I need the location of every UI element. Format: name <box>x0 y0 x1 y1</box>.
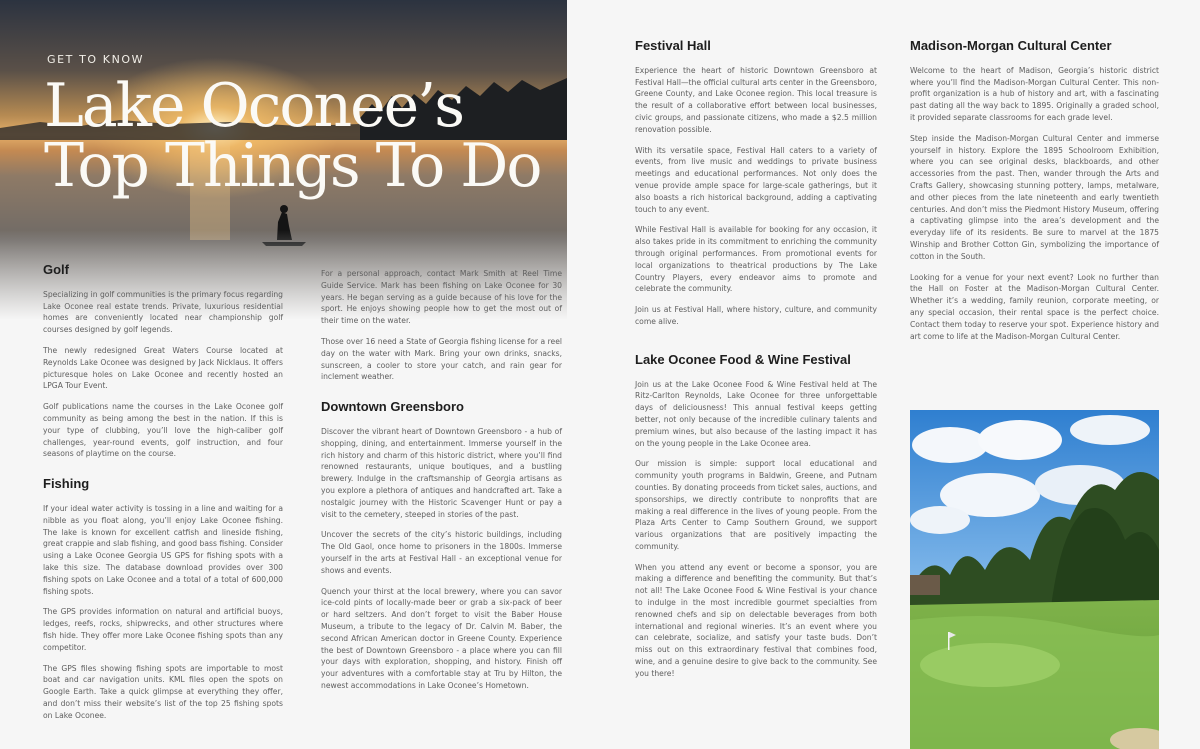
food-wine-paragraph: Join us at the Lake Oconee Food & Wine Festival held at The Ritz-Carlton Reynolds, Lake Oconee for three unforgettable days of deliciousness! This annual festival keeps getting better, not only because of the incredible culinary talents and premium wines, but also because of the lasting impact it has on the young people in the Lake Oconee area. <box>635 379 877 448</box>
fishing-continued <box>321 268 562 383</box>
golf-heading: Golf <box>43 262 69 277</box>
greensboro-paragraph: Discover the vibrant heart of Downtown Greensboro - a hub of shopping, dining, and entertainment. Immerse yourself in the rich history and charm of this historic district, where you’ll find renowned restaurants, unique boutiques, and a bustling brewery. Indulge in the craftsmanship of Georgia artisans as you explore a plethora of antiques and handcrafted art. Take a nostalgic journey with the Historic Scavenger Hunt or pay a visit to the cemetery, steeped in stories of the past. <box>321 426 562 519</box>
right-page <box>567 0 1200 749</box>
fishing-heading: Fishing <box>43 476 90 492</box>
fishing-paragraph: For a personal approach, contact Mark Smith at Reel Time Guide Service. Mark has been fishing on Lake Oconee for 30 years. He began serving as a guide because of his love for the sport. He enjoys showing people how to get the most out of their time on the water. <box>321 269 562 326</box>
festival-hall-paragraph: Join us at Festival Hall, where history, culture, and community come alive. <box>635 305 877 326</box>
page-title-line-2: Top Things To Do <box>44 131 541 201</box>
page-title-line-1: Lake Oconee’s <box>44 71 463 141</box>
left-column-1 <box>43 264 283 740</box>
food-wine-paragraph: Our mission is simple: support local educational and community youth programs in Baldwin, Greene, and Putnam counties. By donating proceeds from ticket sales, auctions, and sponsorships, we directly contribute to nonprofits that are making a real difference in the lives of young people. From the Plaza Arts Center to Camp Southern Ground, we support various organizations that are positively impacting the community. <box>635 459 877 551</box>
left-page <box>0 0 567 749</box>
right-column-1 <box>635 40 877 698</box>
page-title <box>44 71 541 201</box>
food-wine-paragraph: When you attend any event or become a sponsor, you are making a difference and benefiting the community. But that’s not all! The Lake Oconee Food & Wine Festival is your chance to indulge in the most incredible gourmet specialties from renowned chefs and sip on delectable beverages from both international and regional wineries. It’s an event where you can celebrate, socialize, and satisfy your taste buds. Don’t miss out on this extraordinary festival that combines food, wine, and a genuine desire to give back to the community. See you there! <box>635 562 877 678</box>
festival-hall-section <box>635 40 877 328</box>
madison-section <box>910 40 1159 342</box>
festival-hall-paragraph: With its versatile space, Festival Hall caters to a variety of events, from live music and weddings to private business meetings and educational performances. Not only does the venue provide ample space for large-scale gatherings, but it also boasts a rich historical background, adding a captivating touch to any event. <box>635 145 877 214</box>
golf-paragraph: The newly redesigned Great Waters Course located at Reynolds Lake Oconee was designed by Jack Nicklaus. It offers picturesque holes on Lake Oconee and recently hosted an LPGA Tour Event. <box>43 345 283 391</box>
greensboro-heading: Downtown Greensboro <box>321 399 464 415</box>
madison-paragraph: Welcome to the heart of Madison, Georgia’s historic district where you’ll find the Madison-Morgan Cultural Center. This non-profit organization is a hub of history and art, with a fascinating past dating all the way back to 1895. Originally a graded school, it provided separate classrooms for each grade level. <box>910 65 1159 122</box>
food-wine-heading: Lake Oconee Food & Wine Festival <box>635 351 851 367</box>
left-column-2 <box>321 268 562 710</box>
fishing-section <box>43 478 283 721</box>
hero-kicker: GET TO KNOW <box>47 53 145 66</box>
fishing-paragraph: The GPS files showing fishing spots are importable to most boat and car navigation units. KML files open the spots on Google Earth. Take a quick glimpse at everything they offer, and don’t miss their website’s list of the top 25 fishing spots on Lake Oconee. <box>43 663 283 720</box>
festival-hall-paragraph: While Festival Hall is available for booking for any occasion, it also takes pride in its commitment to enriching the community through original performances. From promotional events for local organizations to theatrical productions by The Lake Country Players, every endeavor aims to promote and celebrate the community. <box>635 225 877 294</box>
fishing-paragraph: The GPS provides information on natural and artificial buoys, ledges, reefs, rocks, shipwrecks, and other structures where fish hide. They offer more Lake Oconee fishing spots than any competitor. <box>43 607 283 652</box>
golf-course-photo <box>910 410 1159 749</box>
madison-paragraph: Step inside the Madison-Morgan Cultural Center and immerse yourself in history. Explore the 1895 Schoolroom Exhibition, where you can see original desks, blackboards, and other accessories from the past. Then, wander through the Arts and Crafts Gallery, showcasing stunning pottery, lamps, metalware, and other pieces from the late nineteenth and early twentieth centuries. And don’t miss the Piedmont History Museum, offering a captivating glimpse into the area’s development and the everyday life of its residents. Be sure to marvel at the 1875 Winship and Brother Cotton Gin, symbolizing the importance of cotton in the South. <box>910 133 1159 261</box>
fishing-paragraph: Those over 16 need a State of Georgia fishing license for a reel day on the water with Mark. Bring your own drinks, snacks, sunscreen, a cooler to store your catch, and rain gear for inclement weather. <box>321 336 562 382</box>
golf-section <box>43 264 283 460</box>
food-wine-section <box>635 351 877 680</box>
festival-hall-heading: Festival Hall <box>635 38 711 53</box>
greensboro-paragraph: Quench your thirst at the local brewery, where you can savor ice-cold pints of locally-made beer or grab a six-pack of beer or hard seltzers. And don’t forget to visit the Baber House Museum, a tribute to the legacy of Dr. Calvin M. Baber, the second African American doctor in Greene County. Experience the best of Downtown Greensboro - a place where you can fill your days with exploration, shopping, and history. Finish off your adventures with a comfortable stay at Tru by Hilton, the newest accommodations in Lake Oconee’s Hometown. <box>321 586 562 690</box>
golf-paragraph: Specializing in golf communities is the primary focus regarding Lake Oconee real estate trends. Private, luxurious residential homes are conveniently located near championship golf courses designed by golf legends. <box>43 289 283 335</box>
greensboro-paragraph: Uncover the secrets of the city’s historic buildings, including The Old Gaol, once home to prisoners in the 1800s. Immerse yourself in the arts at Festival Hall - an exceptional venue for shows and events. <box>321 530 562 575</box>
madison-paragraph: Looking for a venue for your next event? Look no further than the Hall on Foster at the Madison-Morgan Cultural Center. Whether it’s a wedding, family reunion, corporate meeting, or any special occasion, their rental space is the perfect choice. Contact them today to reserve your spot. Experience history and art come to life at the Madison-Morgan Cultural Center. <box>910 272 1159 341</box>
right-column-2 <box>910 40 1159 360</box>
madison-heading: Madison-Morgan Cultural Center <box>910 38 1112 53</box>
greensboro-section <box>321 401 562 692</box>
golf-course-image <box>910 410 1159 749</box>
golf-paragraph: Golf publications name the courses in the Lake Oconee golf community as being among the best in the nation. If this is your type of clubbing, you’ll love the high-caliber golf challenges, year-round events, golf instruction, and four seasons of playtime on the course. <box>43 402 283 459</box>
festival-hall-paragraph: Experience the heart of historic Downtown Greensboro at Festival Hall—the official cultural arts center in the Greensboro, Greene County, and Lake Oconee region. This local treasure is the result of a collaborative effort between local businesses, civic groups, and passionate citizens, who made a $2.5 million renovation possible. <box>635 65 877 134</box>
fishing-paragraph: If your ideal water activity is tossing in a line and waiting for a nibble as you float along, you’ll enjoy Lake Oconee fishing. The lake is known for excellent catfish and lineside fishing, great crappie and slab fishing, and good bass fishing. Consider using a Lake Oconee Georgia US GPS for fishing spots with a lake this size. The database download provides over 300 fishing spots on Lake Oconee and a total of a total of 600,000 fishing spots. <box>43 503 283 596</box>
